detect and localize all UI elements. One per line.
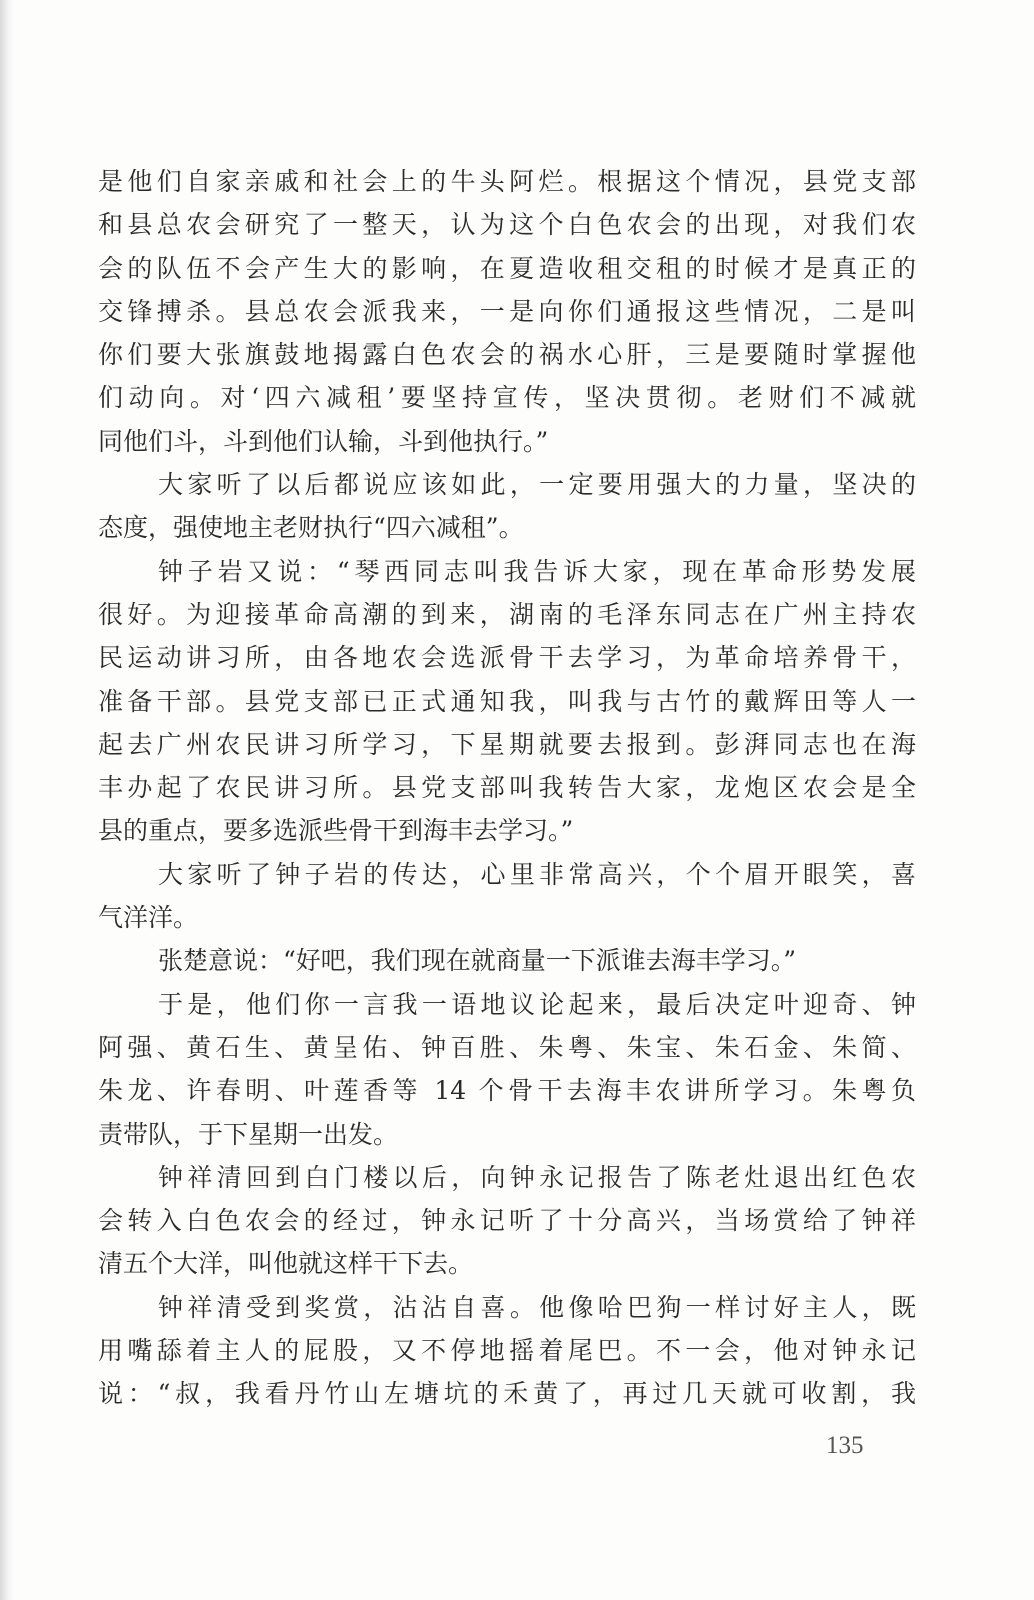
text-line	[98, 939, 916, 982]
text-line	[98, 550, 916, 593]
text-line	[98, 420, 916, 463]
text-line-content: 张楚意说：“好吧，我们现在就商量一下派谁去海丰学习。”	[158, 946, 797, 976]
text-line-content: 会的队伍不会产生大的影响，在夏造收租交租的时候才是真正的	[98, 253, 916, 283]
text-line	[98, 376, 916, 419]
scan-edge-shadow	[0, 0, 14, 1600]
text-line-content: 责带队，于下星期一出发。	[98, 1119, 399, 1149]
text-line-content: 钟子岩又说：“琴西同志叫我告诉大家，现在革命形势发展	[158, 556, 916, 586]
text-line-content: 钟祥清回到白门楼以后，向钟永记报告了陈老灶退出红色农	[158, 1162, 916, 1192]
text-line-content: 钟祥清受到奖赏，沾沾自喜。他像哈巴狗一样讨好主人，既	[158, 1292, 916, 1322]
text-line-content: 起去广州农民讲习所学习，下星期就要去报到。彭湃同志也在海	[98, 729, 916, 759]
text-line	[98, 1069, 916, 1112]
text-line	[98, 247, 916, 290]
text-line-content: 丰办起了农民讲习所。县党支部叫我转告大家，龙炮区农会是全	[98, 773, 916, 803]
text-line	[98, 1199, 916, 1242]
text-line	[98, 723, 916, 766]
text-line	[98, 203, 916, 246]
text-line	[98, 506, 916, 549]
text-line	[98, 680, 916, 723]
text-line	[98, 333, 916, 376]
text-line	[98, 593, 916, 636]
text-line-content: 大家听了以后都说应该如此，一定要用强大的力量，坚决的	[158, 470, 916, 500]
text-line	[98, 290, 916, 333]
text-line	[98, 853, 916, 896]
text-line-content: 你们要大张旗鼓地揭露白色农会的祸水心肝，三是要随时掌握他	[98, 340, 916, 370]
text-line	[98, 1372, 916, 1415]
text-line-content: 于是，他们你一言我一语地议论起来，最后决定叶迎奇、钟	[158, 989, 916, 1019]
text-line-content: 民运动讲习所，由各地农会选派骨干去学习，为革命培养骨干，	[98, 643, 916, 673]
text-line-content: 阿强、黄石生、黄呈佑、钟百胜、朱粤、朱宝、朱石金、朱简、	[98, 1032, 916, 1062]
text-line-content: 清五个大洋，叫他就这样干下去。	[98, 1249, 474, 1279]
text-line-content: 朱龙、许春明、叶莲香等 14 个骨干去海丰农讲所学习。朱粤负	[98, 1076, 916, 1106]
page-number: 135	[826, 1432, 864, 1459]
text-line	[98, 766, 916, 809]
text-line	[98, 1156, 916, 1199]
text-line-content: 说：“叔，我看丹竹山左塘坑的禾黄了，再过几天就可收割，我	[98, 1379, 916, 1409]
text-line-content: 气洋洋。	[98, 903, 199, 933]
text-line	[98, 463, 916, 506]
text-line	[98, 1026, 916, 1069]
text-line	[98, 1113, 916, 1156]
text-line	[98, 896, 916, 939]
text-line-content: 们动向。对‘四六减租’要坚持宣传，坚决贯彻。老财们不减就	[98, 383, 916, 413]
text-line-content: 县的重点，要多选派些骨干到海丰去学习。”	[98, 816, 574, 846]
text-line-content: 会转入白色农会的经过，钟永记听了十分高兴，当场赏给了钟祥	[98, 1206, 916, 1236]
text-line	[98, 983, 916, 1026]
text-line	[98, 636, 916, 679]
text-line	[98, 1242, 916, 1285]
text-line-content: 和县总农会研究了一整天，认为这个白色农会的出现，对我们农	[98, 210, 916, 240]
text-line-content: 很好。为迎接革命高潮的到来，湖南的毛泽东同志在广州主持农	[98, 599, 916, 629]
text-line-content: 是他们自家亲戚和社会上的牛头阿烂。根据这个情况，县党支部	[98, 167, 916, 196]
text-line	[98, 1329, 916, 1372]
text-line	[98, 160, 916, 203]
text-line	[98, 1286, 916, 1329]
text-line-content: 大家听了钟子岩的传达，心里非常高兴，个个眉开眼笑，喜	[158, 859, 916, 889]
text-line-content: 态度，强使地主老财执行“四六减租”。	[98, 513, 524, 543]
text-line-content: 准备干部。县党支部已正式通知我，叫我与古竹的戴辉田等人一	[98, 686, 916, 716]
text-line-content: 用嘴舔着主人的屁股，又不停地摇着尾巴。不一会，他对钟永记	[98, 1336, 916, 1366]
text-line-content: 同他们斗，斗到他们认输，斗到他执行。”	[98, 426, 549, 456]
text-line-content: 交锋搏杀。县总农会派我来，一是向你们通报这些情况，二是叫	[98, 296, 916, 326]
text-line	[98, 809, 916, 852]
body-text	[98, 160, 916, 1416]
